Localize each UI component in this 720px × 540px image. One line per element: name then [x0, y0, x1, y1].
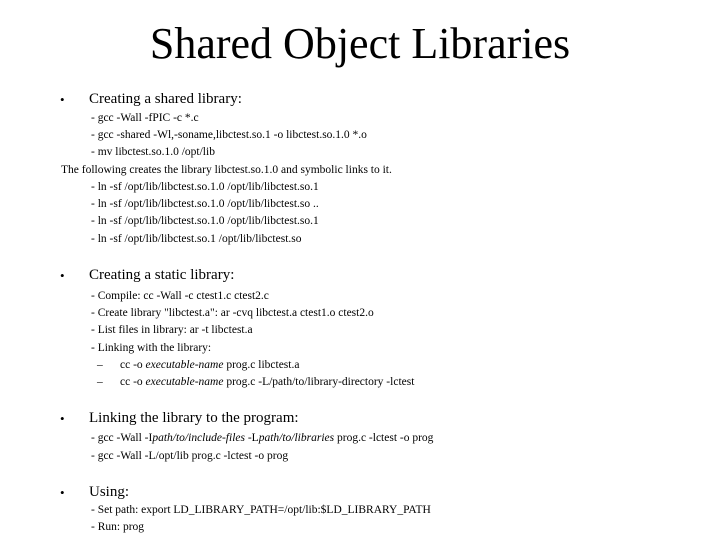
bullet-icon: •: [60, 485, 65, 500]
shared-line-2: - gcc -shared -Wl,-soname,libctest.so.1 -o libctest.so.1.0 *.o: [91, 129, 367, 141]
static-line-4: - Linking with the library:: [91, 342, 212, 354]
linking-line-1: - gcc -Wall -Ipath/to/include-files -Lpath/to/libraries prog.c -lctest -o prog: [91, 432, 434, 444]
bullet-icon: •: [60, 92, 65, 107]
shared-line-6: - ln -sf /opt/lib/libctest.so.1.0 /opt/lib/libctest.so ..: [91, 198, 319, 210]
using-line-1: - Set path: export LD_LIBRARY_PATH=/opt/lib:$LD_LIBRARY_PATH: [91, 504, 431, 516]
dash-icon: –: [97, 359, 103, 371]
static-line-2: - Create library "libctest.a": ar -cvq libctest.a ctest1.o ctest2.o: [91, 307, 374, 319]
static-line-3: - List files in library: ar -t libctest.a: [91, 324, 253, 336]
static-line-1: - Compile: cc -Wall -c ctest1.c ctest2.c: [91, 290, 269, 302]
using-line-2: - Run: prog: [91, 521, 145, 533]
section-heading-linking: Linking the library to the program:: [89, 410, 299, 426]
shared-line-7: - ln -sf /opt/lib/libctest.so.1.0 /opt/lib/libctest.so.1: [91, 215, 319, 227]
shared-line-1: - gcc -Wall -fPIC -c *.c: [91, 112, 199, 124]
shared-line-4: The following creates the library libctest.so.1.0 and symbolic links to it.: [61, 164, 392, 176]
shared-line-3: - mv libctest.so.1.0 /opt/lib: [91, 146, 215, 158]
bullet-icon: •: [60, 411, 65, 426]
section-heading-shared: Creating a shared library:: [89, 91, 242, 107]
section-heading-static: Creating a static library:: [89, 267, 235, 283]
linking-line-2: - gcc -Wall -L/opt/lib prog.c -lctest -o prog: [91, 450, 289, 462]
static-subline-1: cc -o executable-name prog.c libctest.a: [120, 359, 300, 371]
dash-icon: –: [97, 376, 103, 388]
section-heading-using: Using:: [89, 484, 130, 500]
bullet-icon: •: [60, 268, 65, 283]
slide-title: Shared Object Libraries: [149, 19, 571, 68]
shared-line-5: - ln -sf /opt/lib/libctest.so.1.0 /opt/lib/libctest.so.1: [91, 181, 319, 193]
shared-line-8: - ln -sf /opt/lib/libctest.so.1 /opt/lib/libctest.so: [91, 233, 302, 245]
static-subline-2: cc -o executable-name prog.c -L/path/to/library-directory -lctest: [120, 376, 415, 388]
